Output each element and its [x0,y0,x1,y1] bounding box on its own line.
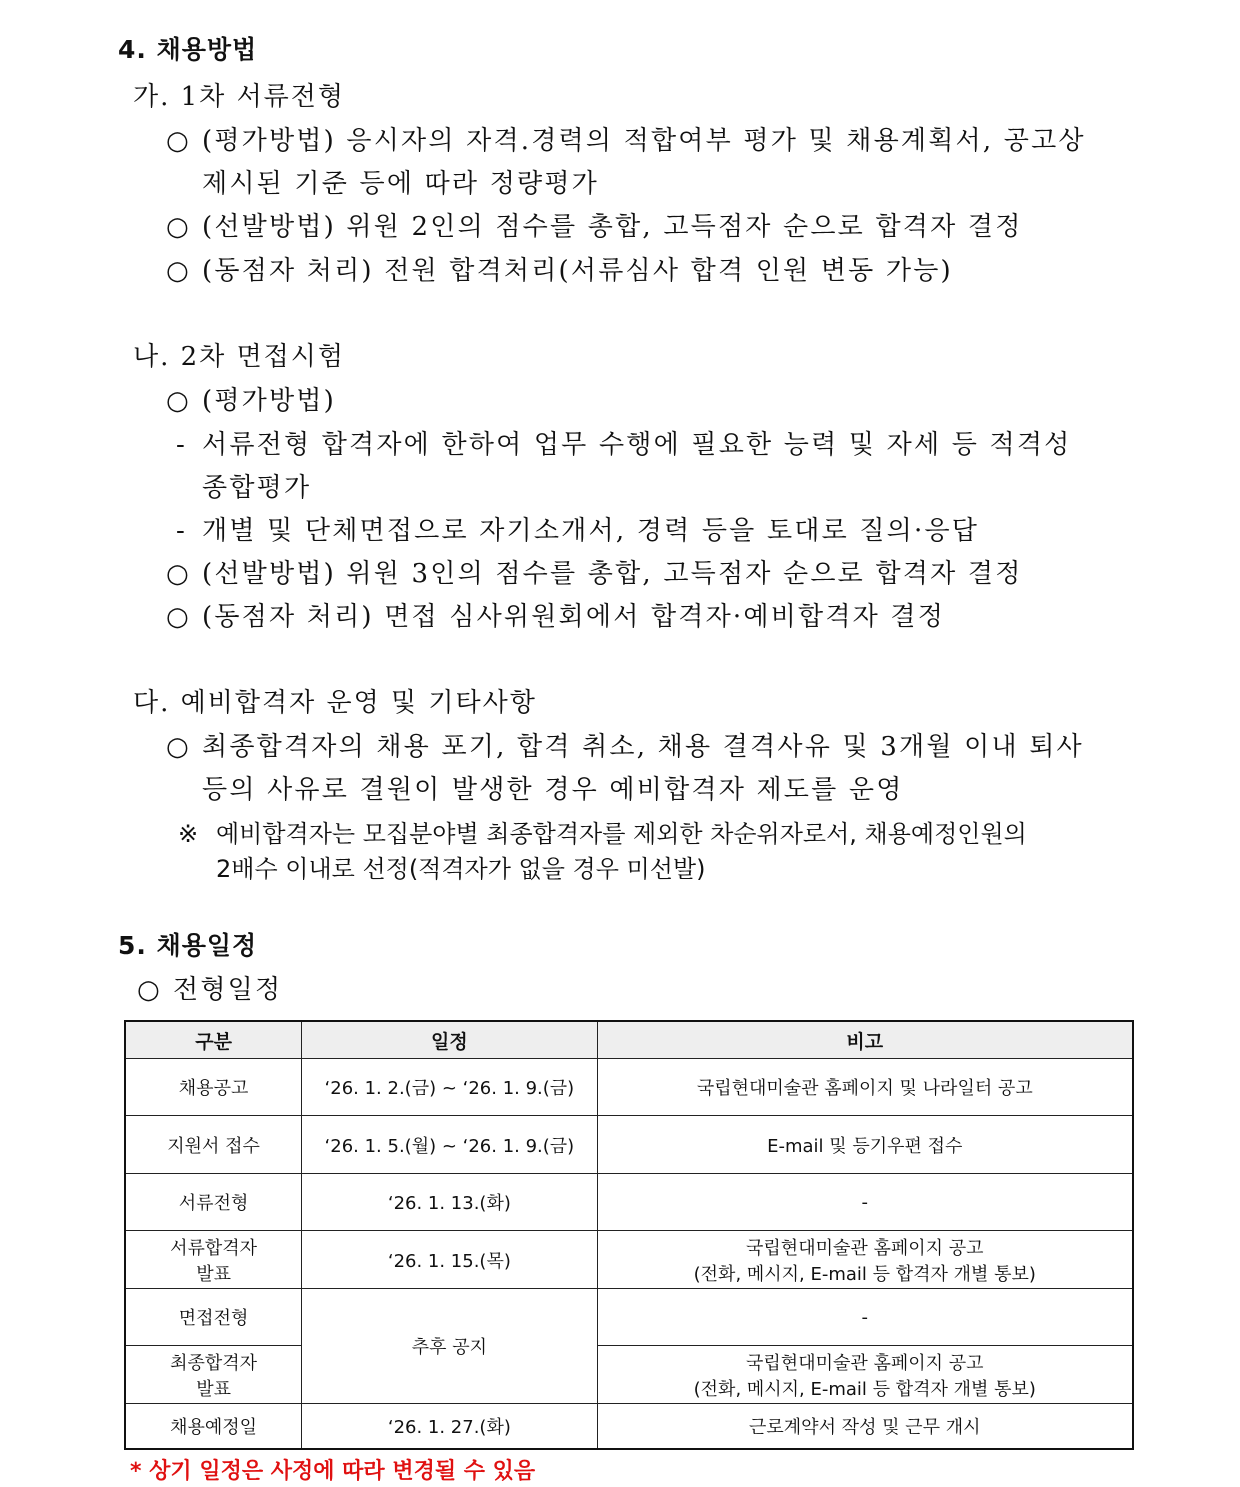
cell-note: - [597,1174,1133,1231]
cell-gubun: 서류합격자 발표 [125,1231,302,1289]
header-note: 비고 [597,1021,1133,1059]
cell-date: ‘26. 1. 2.(금) ~ ‘26. 1. 9.(금) [302,1059,597,1116]
table-row [125,1346,1133,1404]
na-line-4: ○ (선발방법) 위원 3인의 점수를 총합, 고득점자 순으로 합격자 결정 [166,559,1023,589]
na-line-3: - 개별 및 단체면접으로 자기소개서, 경력 등을 토대로 질의·응답 [176,516,980,546]
table-header-row [125,1021,1133,1059]
cell-note: 근로계약서 작성 및 근무 개시 [597,1404,1133,1449]
circle-bullet-icon: ○ [166,559,191,589]
circle-bullet-icon: ○ [166,732,191,762]
cell-gubun: 채용공고 [125,1059,302,1116]
circle-bullet-icon: ○ [137,975,162,1005]
table-row [125,1404,1133,1449]
circle-bullet-icon: ○ [166,126,191,156]
da-note-1: ※ 예비합격자는 모집분야별 최종합격자를 제외한 차순위자로서, 채용예정인원의 [178,820,1027,848]
da-line-1: ○ 최종합격자의 채용 포기, 합격 취소, 채용 결격사유 및 3개월 이내 퇴사 [166,732,1084,762]
na-line-2: - 서류전형 합격자에 한하여 업무 수행에 필요한 능력 및 자세 등 적격성 [176,430,1072,460]
cell-gubun: 면접전형 [125,1289,302,1346]
cell-date: ‘26. 1. 13.(화) [302,1174,597,1231]
table-row [125,1289,1133,1346]
circle-bullet-icon: ○ [166,602,191,632]
circle-bullet-icon: ○ [166,386,191,416]
schedule-footnote: * 상기 일정은 사정에 따라 변경될 수 있음 [130,1459,536,1484]
table-row [125,1059,1133,1116]
cell-note: 국립현대미술관 홈페이지 및 나라일터 공고 [597,1059,1133,1116]
table-row [125,1231,1133,1289]
cell-gubun: 지원서 접수 [125,1116,302,1174]
cell-note: 국립현대미술관 홈페이지 공고 (전화, 메시지, E-mail 등 합격자 개별 통보) [597,1231,1133,1289]
cell-date: ‘26. 1. 27.(화) [302,1404,597,1449]
reference-mark-icon: ※ [178,820,199,848]
section-5-title: 5. 채용일정 [118,931,258,960]
section-4-title: 4. 채용방법 [118,35,258,64]
schedule-table [124,1020,1134,1450]
na-line-1: ○ (평가방법) [166,386,336,416]
cell-gubun: 채용예정일 [125,1404,302,1449]
ga-line-2: ○ (선발방법) 위원 2인의 점수를 총합, 고득점자 순으로 합격자 결정 [166,212,1023,242]
table-row [125,1174,1133,1231]
dash-bullet-icon: - [176,430,187,460]
ga-line-1: ○ (평가방법) 응시자의 자격.경력의 적합여부 평가 및 채용계획서, 공고상 [166,126,1086,156]
na-line-5: ○ (동점자 처리) 면접 심사위원회에서 합격자·예비합격자 결정 [166,602,946,632]
cell-date-merged: 추후 공지 [302,1289,597,1404]
cell-gubun: 최종합격자 발표 [125,1346,302,1404]
table-row [125,1116,1133,1174]
na-line-2-cont: 종합평가 [202,473,312,503]
subsection-na-title: 나. 2차 면접시험 [133,342,346,372]
da-line-1-cont: 등의 사유로 결원이 발생한 경우 예비합격자 제도를 운영 [202,775,904,805]
ga-line-1-cont: 제시된 기준 등에 따라 정량평가 [202,169,599,199]
header-date: 일정 [302,1021,597,1059]
circle-bullet-icon: ○ [166,256,191,286]
subsection-da-title: 다. 예비합격자 운영 및 기타사항 [133,688,537,718]
schedule-subtitle: ○ 전형일정 [137,975,283,1005]
ga-line-3: ○ (동점자 처리) 전원 합격처리(서류심사 합격 인원 변동 가능) [166,256,953,286]
da-note-2: 2배수 이내로 선정(적격자가 없을 경우 미선발) [216,855,706,883]
circle-bullet-icon: ○ [166,212,191,242]
cell-date: ‘26. 1. 15.(목) [302,1231,597,1289]
cell-note: 국립현대미술관 홈페이지 공고 (전화, 메시지, E-mail 등 합격자 개별 통보) [597,1346,1133,1404]
subsection-ga-title: 가. 1차 서류전형 [133,82,346,112]
cell-gubun: 서류전형 [125,1174,302,1231]
cell-note: E-mail 및 등기우편 접수 [597,1116,1133,1174]
cell-date: ‘26. 1. 5.(월) ~ ‘26. 1. 9.(금) [302,1116,597,1174]
dash-bullet-icon: - [176,516,187,546]
header-gubun: 구분 [125,1021,302,1059]
cell-note: - [597,1289,1133,1346]
